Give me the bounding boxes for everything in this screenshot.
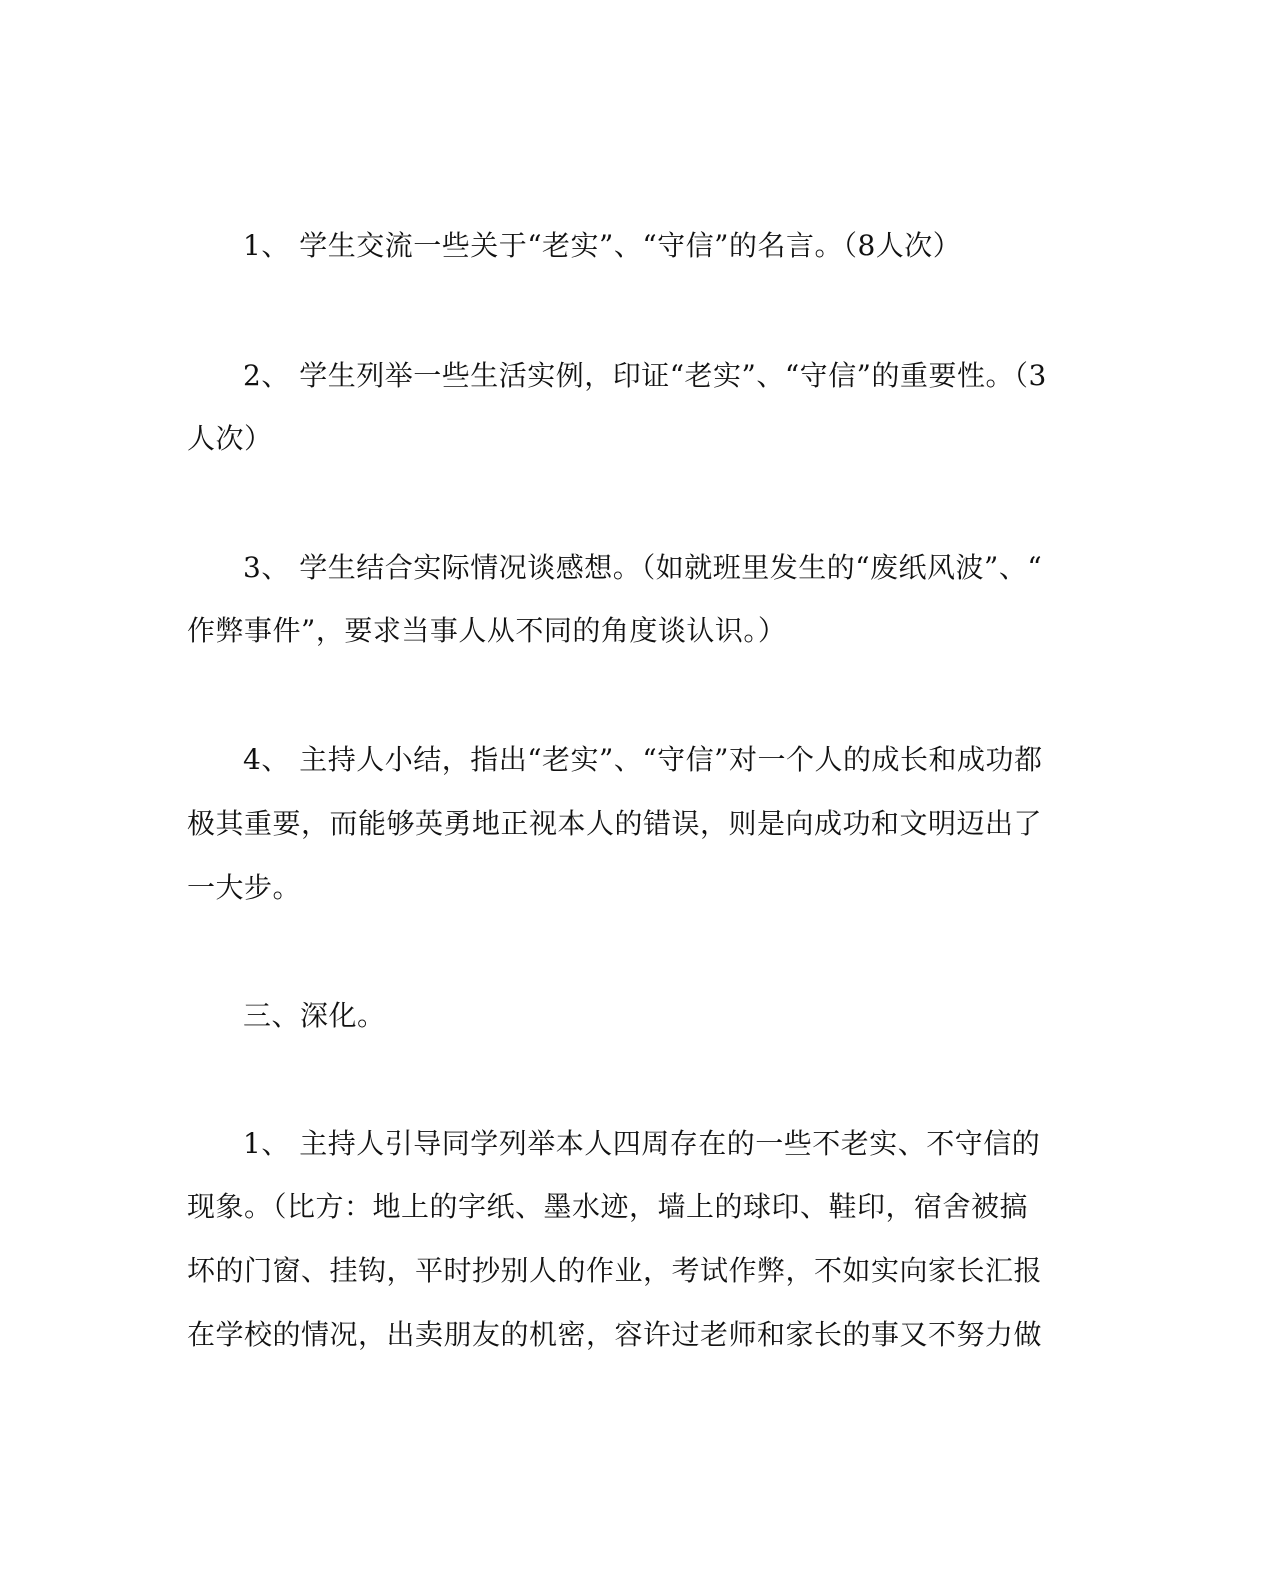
item-4-line-2: 极其重要，而能够英勇地正视本人的错误，则是向成功和文明迈出了 <box>187 807 1043 840</box>
item-2-line-2: 人次） <box>187 422 273 455</box>
item-3-line-2: 作弊事件”，要求当事人从不同的角度谈认识。） <box>187 614 787 647</box>
section-item-1-line-1: 1、 主持人引导同学列举本人四周存在的一些不老实、不守信的 <box>243 1127 1041 1160</box>
item-3-line-1: 3、 学生结合实际情况谈感想。（如就班里发生的“废纸风波”、“ <box>243 551 1043 584</box>
section-heading: 三、深化。 <box>243 999 386 1032</box>
item-2-line-1: 2、 学生列举一些生活实例，印证“老实”、“守信”的重要性。（3 <box>243 359 1047 392</box>
section-item-1-line-2: 现象。（比方：地上的字纸、墨水迹，墙上的球印、鞋印，宿舍被搞 <box>187 1190 1029 1223</box>
item-4-line-1: 4、 主持人小结，指出“老实”、“守信”对一个人的成长和成功都 <box>243 743 1043 776</box>
section-item-1-line-3: 坏的门窗、挂钩，平时抄别人的作业，考试作弊，不如实向家长汇报 <box>187 1254 1043 1287</box>
section-item-1-line-4: 在学校的情况，出卖朋友的机密，容许过老师和家长的事又不努力做 <box>187 1318 1043 1351</box>
item-4-line-3: 一大步。 <box>187 871 302 904</box>
item-1-line-1: 1、 学生交流一些关于“老实”、“守信”的名言。（8人次） <box>243 229 962 262</box>
